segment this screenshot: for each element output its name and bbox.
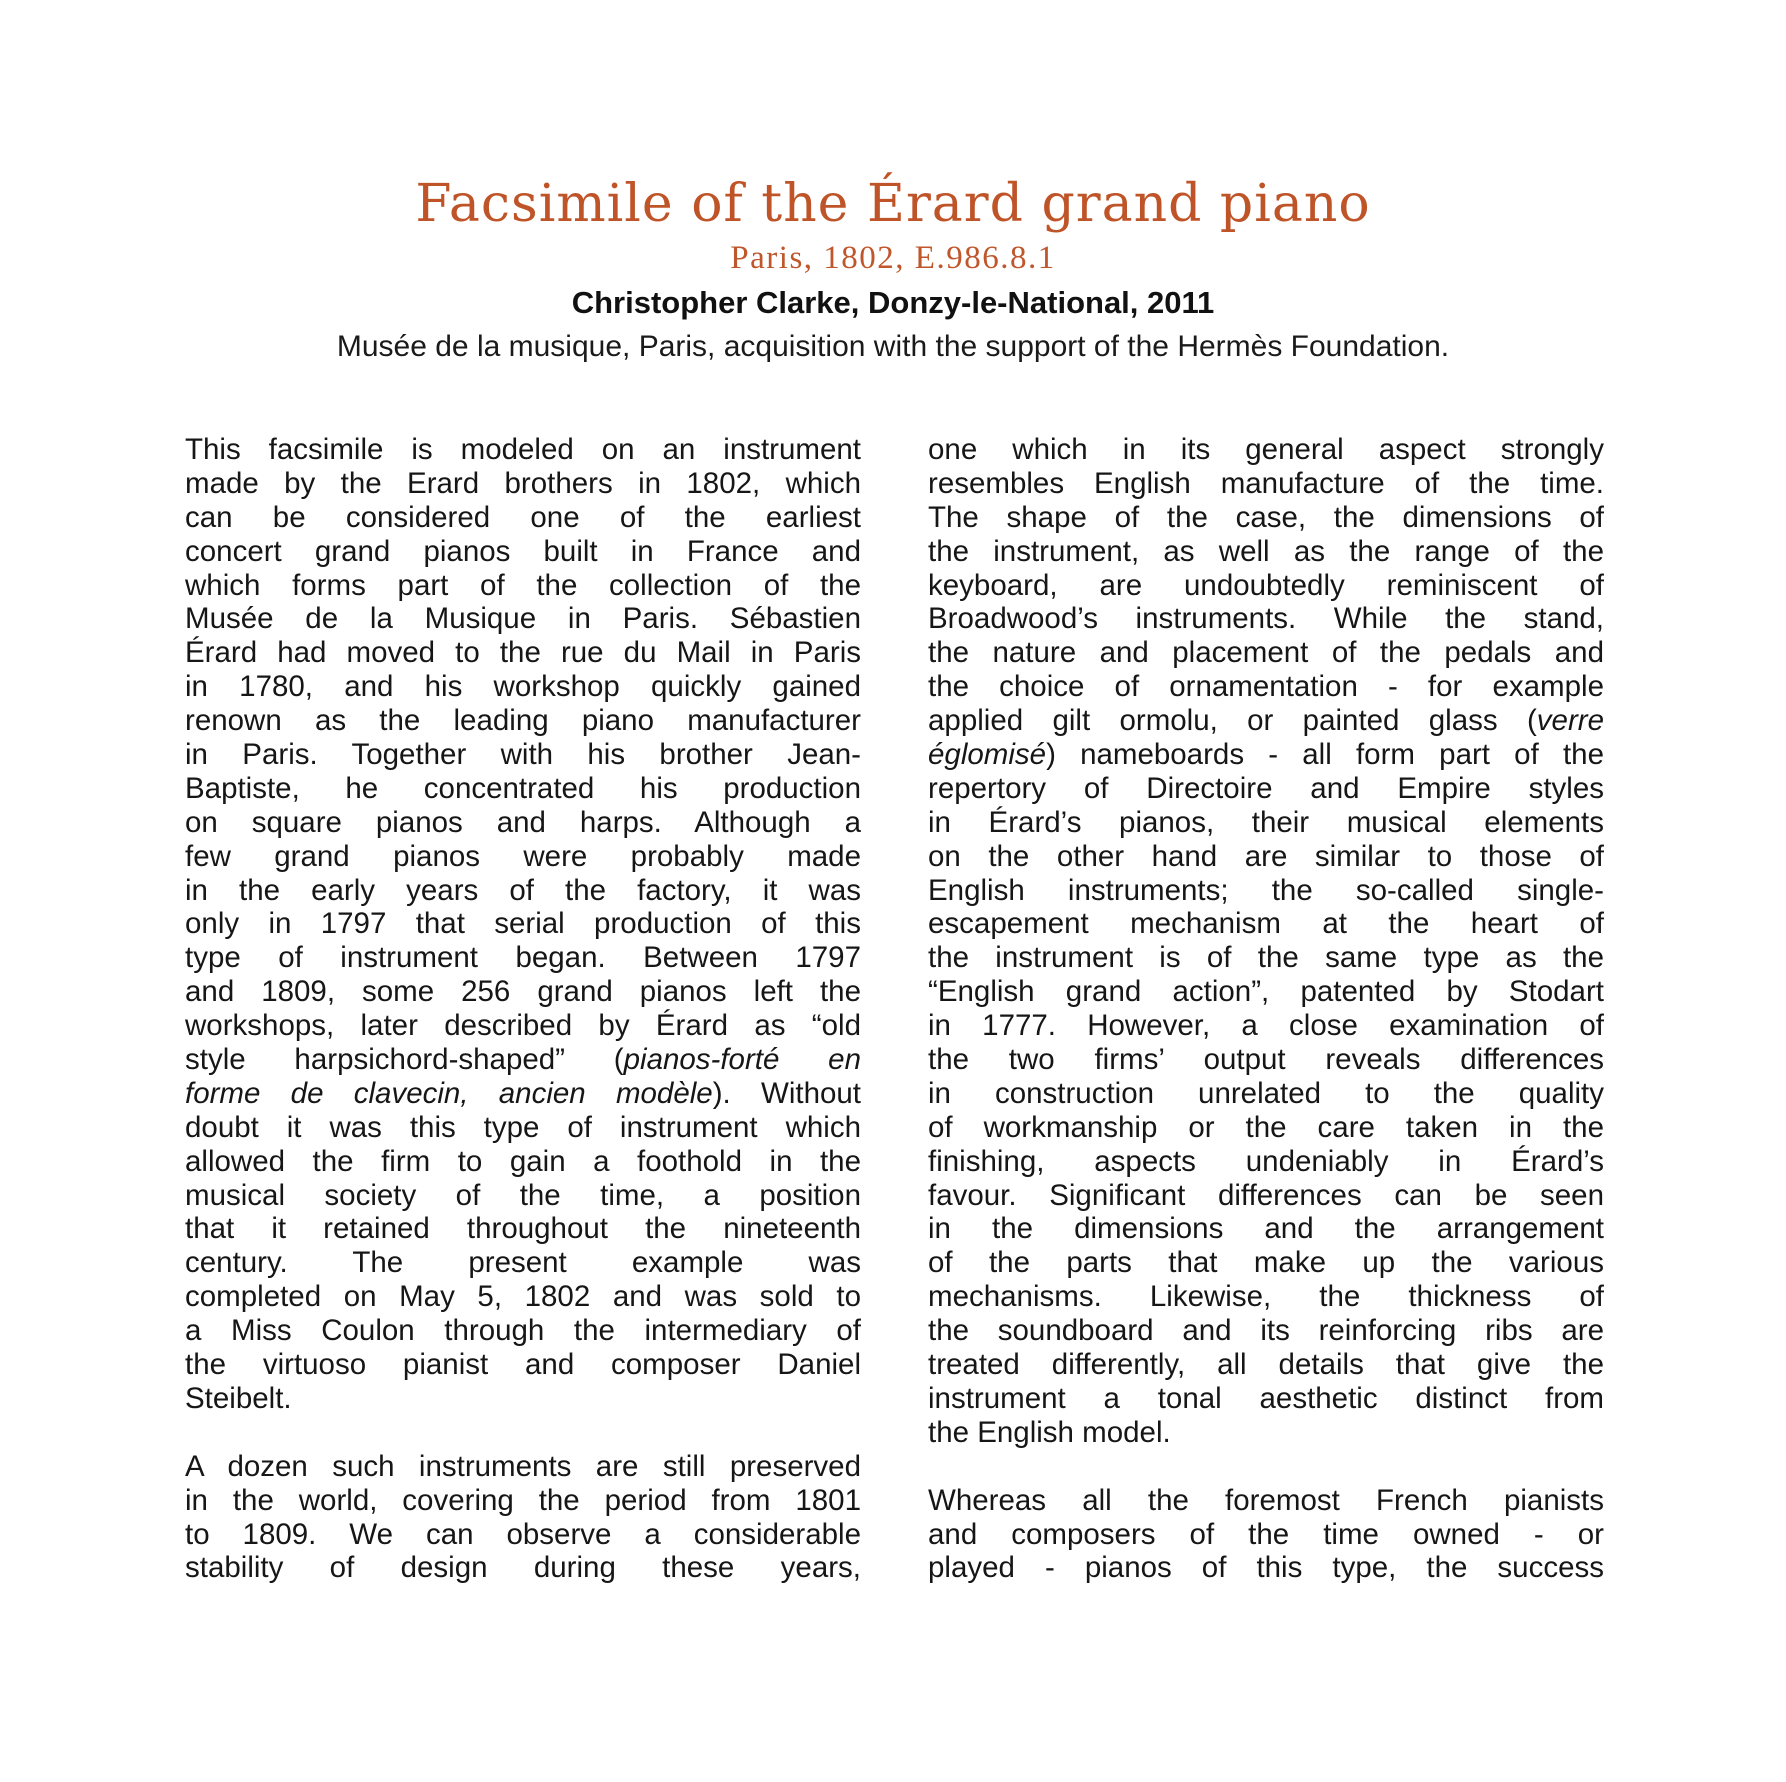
- text-run: finishing, aspects undeniably in Érard’s: [928, 1144, 1604, 1178]
- text-run: musical society of the time, a position: [185, 1178, 861, 1212]
- text-line: [185, 1043, 861, 1077]
- text-run: that it retained throughout the nineteenth: [185, 1212, 861, 1246]
- text-column-right: [928, 433, 1604, 1585]
- italic-text-run: pianos-forté en: [623, 1043, 861, 1077]
- text-run: in the early years of the factory, it was: [185, 873, 861, 907]
- text-run: the English model.: [928, 1415, 1171, 1449]
- text-run: of the parts that make up the various: [928, 1246, 1604, 1280]
- text-line: [928, 840, 1604, 874]
- text-run: Érard had moved to the rue du Mail in Paris: [185, 636, 861, 670]
- text-line: [185, 1348, 861, 1382]
- text-line: [185, 670, 861, 704]
- text-line: [928, 569, 1604, 603]
- text-run: one which in its general aspect strongly: [928, 433, 1604, 466]
- text-run: keyboard, are undoubtedly reminiscent of: [928, 568, 1604, 602]
- text-run: concert grand pianos built in France and: [185, 534, 861, 568]
- text-line: [185, 806, 861, 840]
- italic-text-run: verre: [1536, 704, 1604, 738]
- text-line: [928, 1314, 1604, 1348]
- text-line: [185, 1111, 861, 1145]
- text-run: the two firms’ output reveals differences: [928, 1043, 1604, 1077]
- page-subtitle: Paris, 1802, E.986.8.1: [730, 240, 1056, 276]
- text-line: [185, 569, 861, 603]
- text-line: [928, 670, 1604, 704]
- text-run: in the dimensions and the arrangement: [928, 1212, 1604, 1246]
- text-line: [185, 602, 861, 636]
- maker-line: Christopher Clarke, Donzy-le-National, 2011: [571, 285, 1215, 320]
- text-line: [185, 501, 861, 535]
- text-line: [185, 535, 861, 569]
- text-line: [928, 1212, 1604, 1246]
- text-line: [185, 907, 861, 941]
- paragraph-break: [928, 1450, 1604, 1484]
- text-run: completed on May 5, 1802 and was sold to: [185, 1280, 861, 1314]
- text-run: the choice of ornamentation - for example: [928, 670, 1604, 704]
- text-run: on square pianos and harps. Although a: [185, 805, 861, 839]
- text-run: the nature and placement of the pedals and: [928, 636, 1604, 670]
- text-run: played - pianos of this type, the success: [928, 1551, 1604, 1585]
- text-run: Broadwood’s instruments. While the stand,: [928, 602, 1604, 636]
- text-run: to 1809. We can observe a considerable: [185, 1517, 861, 1551]
- text-run: in construction unrelated to the quality: [928, 1076, 1604, 1110]
- text-column-left: [185, 433, 861, 1585]
- text-run: A dozen such instruments are still preserved: [185, 1449, 861, 1483]
- text-line: [185, 840, 861, 874]
- text-line: [185, 1382, 861, 1416]
- text-line: [928, 636, 1604, 670]
- text-line: [928, 874, 1604, 908]
- text-run: English instruments; the so-called single-: [928, 873, 1604, 907]
- text-line: [185, 1212, 861, 1246]
- text-run: repertory of Directoire and Empire styles: [928, 771, 1604, 805]
- text-line: [928, 1145, 1604, 1179]
- text-line: [928, 1043, 1604, 1077]
- paragraph-break: [185, 1416, 861, 1450]
- text-run: resembles English manufacture of the time.: [928, 466, 1604, 500]
- text-line: [928, 941, 1604, 975]
- text-run: can be considered one of the earliest: [185, 500, 861, 534]
- text-line: [185, 1077, 861, 1111]
- text-run: mechanisms. Likewise, the thickness of: [928, 1280, 1604, 1314]
- text-run: in Paris. Together with his brother Jean-: [185, 738, 861, 772]
- text-line: [185, 772, 861, 806]
- text-line: [928, 1280, 1604, 1314]
- text-line: [928, 467, 1604, 501]
- text-line: [185, 467, 861, 501]
- text-line: [185, 1484, 861, 1518]
- text-line: [185, 433, 861, 467]
- text-run: This facsimile is modeled on an instrument: [185, 433, 861, 466]
- text-run: only in 1797 that serial production of this: [185, 907, 861, 941]
- italic-text-run: églomisé: [928, 738, 1047, 772]
- text-line: [185, 874, 861, 908]
- text-line: [185, 975, 861, 1009]
- text-line: [185, 1314, 861, 1348]
- text-run: renown as the leading piano manufacturer: [185, 704, 861, 738]
- credit-line: Musée de la musique, Paris, acquisition with the support of the Hermès Foundation.: [336, 330, 1450, 363]
- text-line: [928, 1518, 1604, 1552]
- text-line: [185, 1009, 861, 1043]
- text-run: of workmanship or the care taken in the: [928, 1110, 1604, 1144]
- text-line: [185, 704, 861, 738]
- text-run: in the world, covering the period from 1801: [185, 1483, 861, 1517]
- text-line: [185, 1280, 861, 1314]
- text-run: type of instrument began. Between 1797: [185, 941, 861, 975]
- text-run: instrument a tonal aesthetic distinct from: [928, 1381, 1604, 1415]
- text-run: treated differently, all details that give the: [928, 1348, 1604, 1382]
- text-run: in 1780, and his workshop quickly gained: [185, 670, 861, 704]
- text-line: [185, 738, 861, 772]
- text-run: in Érard’s pianos, their musical elements: [928, 805, 1604, 839]
- text-line: [928, 806, 1604, 840]
- text-run: workshops, later described by Érard as “old: [185, 1009, 861, 1043]
- text-line: [185, 1179, 861, 1213]
- text-run: allowed the firm to gain a foothold in the: [185, 1144, 861, 1178]
- text-run: in 1777. However, a close examination of: [928, 1009, 1604, 1043]
- text-run: a Miss Coulon through the intermediary of: [185, 1314, 861, 1348]
- text-line: [928, 535, 1604, 569]
- text-run: escapement mechanism at the heart of: [928, 907, 1604, 941]
- text-line: [928, 907, 1604, 941]
- text-run: the instrument is of the same type as the: [928, 941, 1604, 975]
- text-run: The shape of the case, the dimensions of: [928, 500, 1604, 534]
- text-line: [928, 602, 1604, 636]
- text-line: [185, 1551, 861, 1585]
- text-line: [928, 1551, 1604, 1585]
- text-line: [928, 1246, 1604, 1280]
- text-line: [928, 975, 1604, 1009]
- text-run: the soundboard and its reinforcing ribs are: [928, 1314, 1604, 1348]
- text-line: [928, 433, 1604, 467]
- text-line: [928, 1382, 1604, 1416]
- text-run: applied gilt ormolu, or painted glass (: [928, 704, 1537, 738]
- text-run: “English grand action”, patented by Stodart: [928, 975, 1604, 1009]
- text-line: [928, 1009, 1604, 1043]
- text-run: made by the Erard brothers in 1802, which: [185, 466, 861, 500]
- text-line: [185, 1246, 861, 1280]
- text-line: [928, 1416, 1604, 1450]
- text-line: [928, 704, 1604, 738]
- text-run: ). Without: [712, 1076, 861, 1110]
- text-line: [185, 1450, 861, 1484]
- text-line: [928, 1077, 1604, 1111]
- text-line: [928, 1179, 1604, 1213]
- text-line: [185, 1518, 861, 1552]
- text-line: [928, 738, 1604, 772]
- text-line: [928, 1484, 1604, 1518]
- page-title: Facsimile of the Érard grand piano: [415, 174, 1371, 234]
- text-run: Musée de la Musique in Paris. Sébastien: [185, 602, 861, 636]
- text-run: Whereas all the foremost French pianists: [928, 1483, 1604, 1517]
- text-run: the instrument, as well as the range of the: [928, 534, 1604, 568]
- text-line: [928, 1348, 1604, 1382]
- text-line: [185, 941, 861, 975]
- text-run: Steibelt.: [185, 1381, 292, 1415]
- italic-text-run: forme de clavecin, ancien modèle: [185, 1076, 713, 1110]
- text-run: style harpsichord-shaped” (: [185, 1043, 624, 1077]
- text-line: [928, 772, 1604, 806]
- text-line: [185, 1145, 861, 1179]
- text-run: favour. Significant differences can be seen: [928, 1178, 1604, 1212]
- text-run: ) nameboards - all form part of the: [1046, 738, 1604, 772]
- text-run: few grand pianos were probably made: [185, 839, 861, 873]
- text-run: doubt it was this type of instrument which: [185, 1110, 861, 1144]
- text-run: Baptiste, he concentrated his production: [185, 771, 861, 805]
- text-run: and 1809, some 256 grand pianos left the: [185, 975, 861, 1009]
- text-line: [928, 1111, 1604, 1145]
- text-run: stability of design during these years,: [185, 1551, 861, 1585]
- text-run: on the other hand are similar to those of: [928, 839, 1604, 873]
- text-line: [928, 501, 1604, 535]
- text-line: [185, 636, 861, 670]
- text-run: which forms part of the collection of the: [185, 568, 861, 602]
- text-run: century. The present example was: [185, 1246, 861, 1280]
- text-run: the virtuoso pianist and composer Daniel: [185, 1348, 861, 1382]
- text-run: and composers of the time owned - or: [928, 1517, 1604, 1551]
